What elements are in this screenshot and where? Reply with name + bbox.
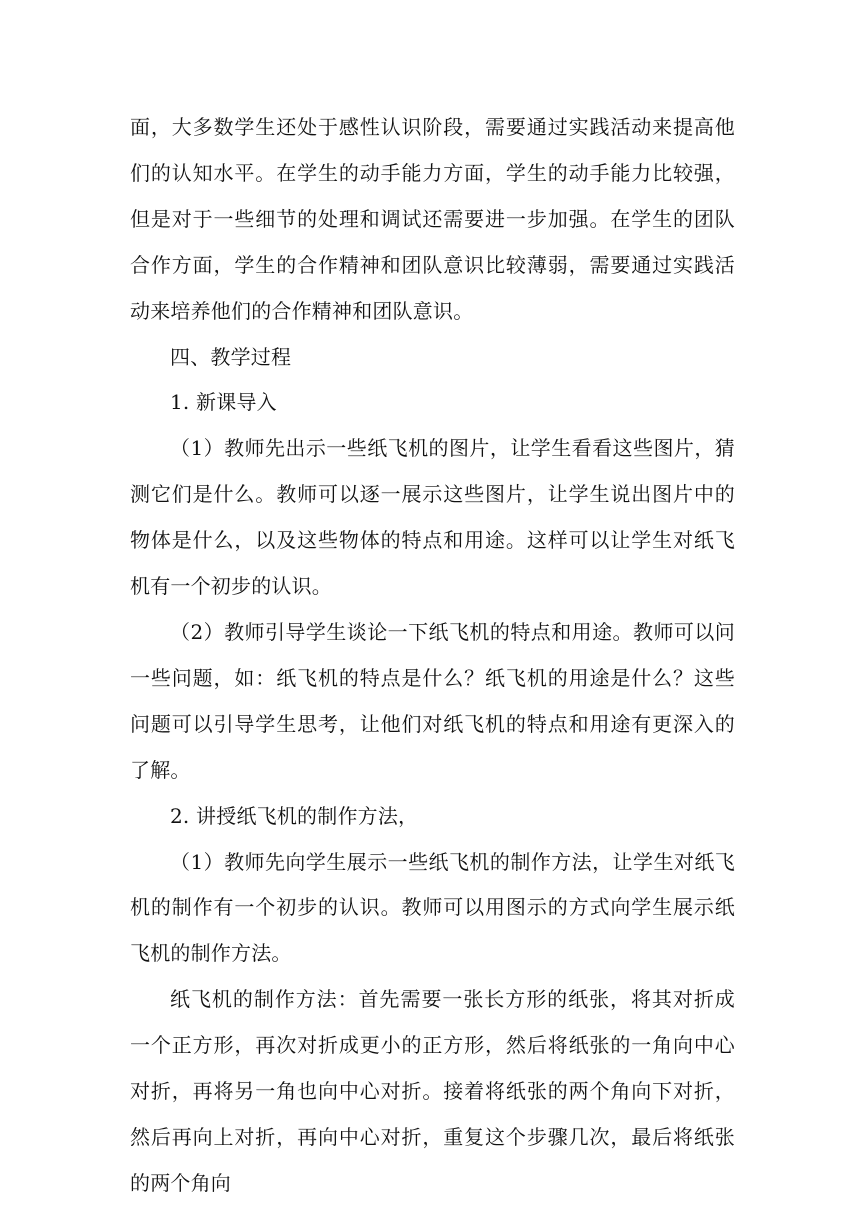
subheading-making-method: 2. 讲授纸飞机的制作方法， [170, 803, 419, 828]
paragraph-intro-step-2: （2）教师引导学生谈论一下纸飞机的特点和用途。教师可以问一些问题，如：纸飞机的特点是什么？纸飞机的用途是什么？这些问题可以引导学生思考，让他们对纸飞机的特点和用途有更深入的了解。 [130, 619, 735, 782]
document-body [130, 105, 735, 1207]
paragraph-method-description: 纸飞机的制作方法：首先需要一张长方形的纸张，将其对折成一个正方形，再次对折成更小的正方形，然后将纸张的一角向中心对折，再将另一角也向中心对折。接着将纸张的两个角向下对折，然后再向上对折，再向中心对折，重复这个步骤几次，最后将纸张的两个角向 [130, 987, 735, 1195]
section-heading-teaching-process: 四、教学过程 [170, 344, 292, 369]
subheading-new-lesson-intro: 1. 新课导入 [170, 390, 277, 415]
paragraph-method-step-1: （1）教师先向学生展示一些纸飞机的制作方法，让学生对纸飞机的制作有一个初步的认识。教师可以用图示的方式向学生展示纸飞机的制作方法。 [130, 849, 735, 966]
paragraph-intro-step-1: （1）教师先出示一些纸飞机的图片，让学生看看这些图片，猜测它们是什么。教师可以逐一展示这些图片，让学生说出图片中的物体是什么，以及这些物体的特点和用途。这样可以让学生对纸飞机有一个初步的认识。 [130, 436, 735, 599]
paragraph-continued: 面，大多数学生还处于感性认识阶段，需要通过实践活动来提高他们的认知水平。在学生的动手能力方面，学生的动手能力比较强，但是对于一些细节的处理和调试还需要进一步加强。在学生的团队合作方面，学生的合作精神和团队意识比较薄弱，需要通过实践活动来培养他们的合作精神和团队意识。 [130, 115, 735, 323]
